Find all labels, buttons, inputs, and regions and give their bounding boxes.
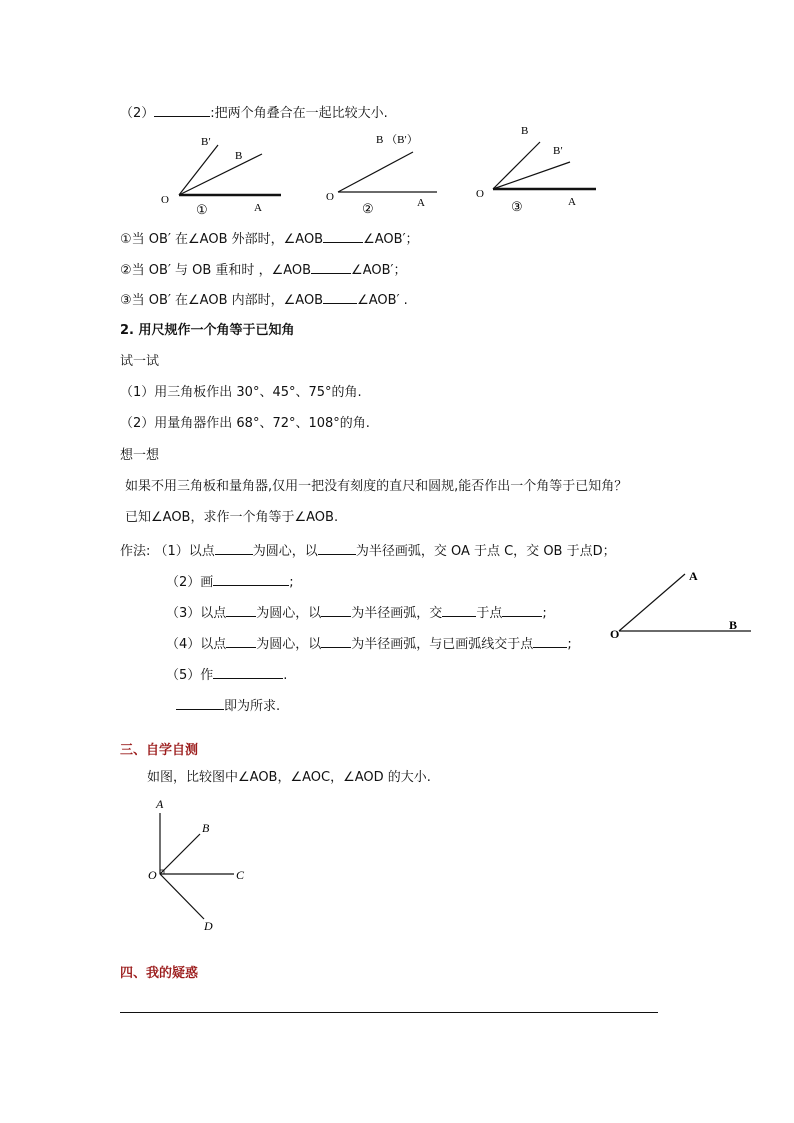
section-3-title: 三、自学自测 [120,743,199,758]
label-o: O [148,868,157,882]
section-3-question: 如图，比较图中∠AOB，∠AOC，∠AOD 的大小. [147,770,431,785]
blank[interactable] [323,230,363,243]
label-c: C [236,868,245,882]
blank[interactable] [226,604,256,617]
ray-oa [619,574,685,631]
ray-obp [493,162,570,189]
think-title: 想一想 [120,448,160,463]
blank[interactable] [321,635,351,648]
label-a: A [254,202,262,214]
blank[interactable] [226,635,256,648]
label-o: O [610,627,620,641]
blank[interactable] [442,604,476,617]
try-item-1: （1）用三角板作出 30°、45°、75°的角. [120,385,362,400]
given-angle-figure [605,560,755,644]
try-item-2: （2）用量角器作出 68°、72°、108°的角. [120,416,370,431]
answer-line[interactable] [120,1012,658,1013]
blank[interactable] [311,261,351,274]
figure-number: ① [196,202,208,217]
blank[interactable] [321,604,351,617]
ray-ob [338,152,413,192]
label-d: D [204,919,213,933]
case-3: ③当 OB′ 在∠AOB 内部时，∠AOB ∠AOB′ . [120,293,408,308]
ray-ob [160,834,200,874]
ray-ob [179,154,262,195]
ray-ob [493,142,540,189]
label-o: O [476,188,484,200]
method-step-5: （5）作 . [166,668,288,683]
angle-figure-3 [470,118,600,216]
blank[interactable] [213,573,289,586]
label-o: O [326,191,334,203]
try-title: 试一试 [120,354,160,369]
label-a: A [156,797,164,811]
angles-figure-abcd [140,795,250,937]
label-bp: B′ [201,136,211,148]
ray-obp [179,145,218,195]
method-conclusion: 即为所求. [176,697,280,715]
angle-figure-1 [155,128,290,220]
blank[interactable] [176,697,224,710]
case-1: ①当 OB′ 在∠AOB 外部时，∠AOB ∠AOB′； [120,232,419,247]
figure-number: ② [362,201,374,216]
blank[interactable] [323,291,357,304]
label-a: A [689,569,698,583]
method-step-3: （3）以点 为圆心，以 为半径画弧，交 于点 ; [166,606,547,621]
method-step-2: （2）画 ; [166,575,294,590]
label-b: B [235,150,243,162]
ray-od [160,874,204,919]
blank[interactable] [502,604,542,617]
given-statement: 已知∠AOB，求作一个角等于∠AOB. [125,510,339,525]
label-o: O [161,194,169,206]
label-bp: B′ [553,145,563,157]
figure-number: ③ [511,199,523,214]
section-4-title: 四、我的疑惑 [120,966,199,981]
part2-line: （2） :把两个角叠合在一起比较大小. [120,106,388,121]
blank[interactable] [533,635,567,648]
blank[interactable] [318,542,356,555]
label-a: A [568,196,576,208]
method-step-1: 作法: （1）以点 为圆心，以 为半径画弧，交 OA 于点 C，交 OB 于点D； [120,544,616,559]
blank[interactable] [154,104,210,117]
label-a: A [417,197,425,209]
label-b: B （B′） [376,134,418,146]
blank[interactable] [215,542,253,555]
blank[interactable] [213,666,283,679]
section-2-title: 2. 用尺规作一个角等于已知角 [120,323,295,338]
label-b: B [521,125,529,137]
angle-figure-2 [320,128,450,220]
label-b: B [729,618,738,632]
method-step-4: （4）以点 为圆心，以 为半径画弧，与已画弧线交于点 ; [166,637,572,652]
label-b: B [202,821,210,835]
case-2: ②当 OB′ 与 OB 重和时 ，∠AOB ∠AOB′； [120,263,407,278]
think-question: 如果不用三角板和量角器,仅用一把没有刻度的直尺和圆规,能否作出一个角等于已知角？ [125,479,628,494]
